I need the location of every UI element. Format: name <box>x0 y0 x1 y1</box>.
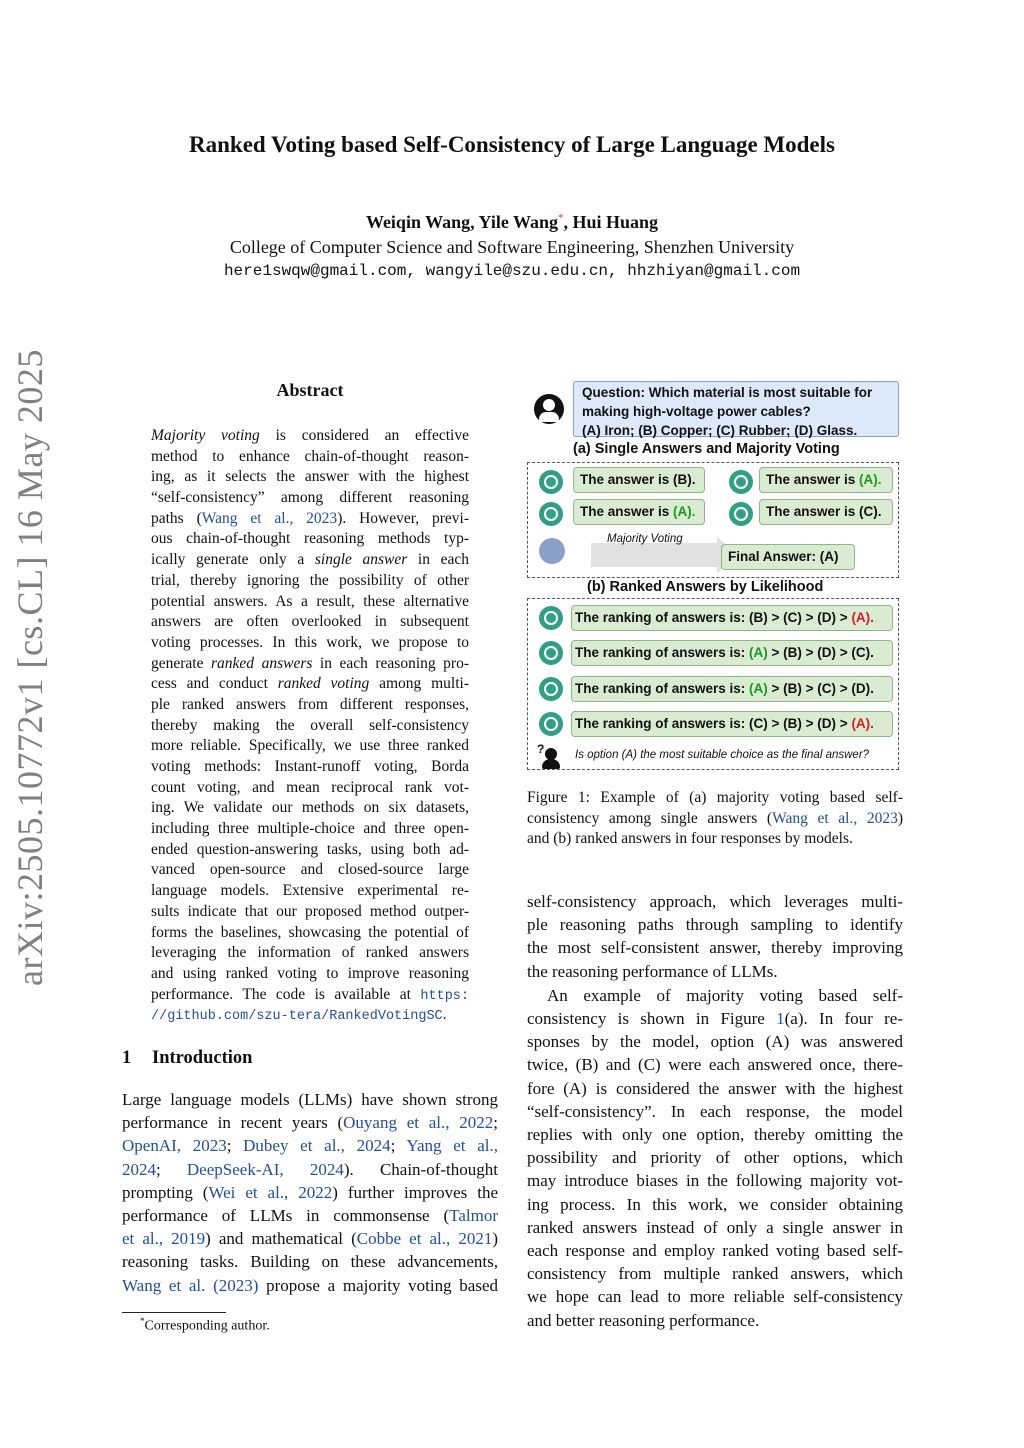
citation-link[interactable]: Dubey et al., 2024 <box>243 1136 391 1156</box>
single-answer-box: The answer is (A). <box>573 499 705 525</box>
affiliation: College of Computer Science and Software Engineering, Shenzhen University <box>229 237 795 257</box>
figure-ref-link[interactable]: 1 <box>776 1009 785 1029</box>
citation-link[interactable]: Wang et al., 2023 <box>201 509 338 527</box>
single-answer-box: The answer is (B). <box>573 467 705 493</box>
paper-title: Ranked Voting based Self-Consistency of Large Language Models <box>189 132 835 157</box>
citation-link[interactable]: OpenAI, 2023 <box>122 1136 227 1156</box>
chatgpt-icon <box>539 712 563 736</box>
ranked-answer-box: The ranking of answers is: (A) > (B) > (C) > (D). <box>571 676 893 702</box>
corresponding-mark: * <box>558 212 564 224</box>
citation-link[interactable]: Wang et al. (2023) <box>122 1275 259 1295</box>
single-answer-box: The answer is (C). <box>759 499 893 525</box>
citation-link[interactable]: Wang et al., 2023 <box>772 809 898 827</box>
citation-link[interactable]: 2024 <box>122 1159 156 1179</box>
majority-voting-arrow <box>591 543 717 567</box>
abstract-body: Majority voting is considered an effective method to enhance chain-of-thought reason- ing, as it selects the answer with the highest “self-consistency” among different reasoning paths (Wang et al., 2023). However, previ- ous chain-of-thought reasoning methods typ- ically generate only a single answer in each trial, thereby ignoring the possibility of other potential answers. As a result, these alternative answers are often overlooked in subsequent voting processes. In this work, we propose to generate ranked answers in each reasoning pro- cess and conduct ranked voting among multi- ple ranked answers from different responses, thereby making the overall self-consistency more reliable. Specifically, we use three ranked voting methods: Instant-runoff voting, Borda count voting, and mean reciprocal rank vot- ing. We validate our methods on six datasets, including three multiple-choice and three open- ended question-answering tasks, using both ad- vanced open-source and closed-source large language models. Extensive experimental re- sults indicate that our proposed method outper- forms the baselines, showcasing the potential of leveraging the information of ranked answers and using ranked voting to improve reasoning performance. The code is available at https: //github.com/szu-tera/RankedVotingSC. <box>151 427 469 1025</box>
author-emails: here1swqw@gmail.com, wangyile@szu.edu.cn, hhzhiyan@gmail.com <box>223 262 801 280</box>
ballot-box-icon <box>539 538 565 564</box>
code-url-link-cont[interactable]: //github.com/szu-tera/RankedVotingSC <box>151 1009 443 1025</box>
question-box: Question: Which material is most suitable for making high-voltage power cables? (A) Iron; (B) Copper; (C) Rubber; (D) Glass. <box>573 381 899 437</box>
figure-1 <box>527 378 903 778</box>
code-url-link[interactable]: https: <box>420 988 469 1004</box>
chatgpt-icon <box>729 502 753 526</box>
chatgpt-icon <box>539 606 563 630</box>
ranked-answer-box: The ranking of answers is: (B) > (C) > (D) > (A). <box>571 605 893 631</box>
chatgpt-icon <box>539 641 563 665</box>
citation-link[interactable]: Ouyang et al., 2022 <box>343 1113 494 1133</box>
chatgpt-icon <box>729 470 753 494</box>
section-heading-introduction: 1 Introduction <box>122 1048 253 1068</box>
citation-link[interactable]: Talmor <box>449 1206 498 1226</box>
final-answer-box: Final Answer: (A) <box>721 544 855 570</box>
footnote-rule <box>122 1312 226 1313</box>
chatgpt-icon <box>539 677 563 701</box>
citation-link[interactable]: DeepSeek-AI, 2024 <box>186 1159 344 1179</box>
chatgpt-icon <box>539 502 563 526</box>
figure-1-caption: Figure 1: Example of (a) majority voting based self- consistency among single answers (Wang et al., 2023) and (b) ranked answers in four responses by models. <box>527 789 904 848</box>
abstract-heading: Abstract <box>276 380 344 400</box>
citation-link[interactable]: Wei et al., 2022 <box>208 1182 333 1202</box>
ranked-answer-box: The ranking of answers is: (C) > (B) > (D) > (A). <box>571 711 893 737</box>
arxiv-identifier: arXiv:2505.10772v1 [cs.CL] 16 May 2025 <box>10 349 50 986</box>
figure-bottom-question: Is option (A) the most suitable choice as the final answer? <box>575 749 870 761</box>
figure-part-b-heading: (b) Ranked Answers by Likelihood <box>587 579 824 595</box>
introduction-right-column: self-consistency approach, which leverages multi- ple reasoning paths through sampling to identify the most self-consistent answer, thereby improving the reasoning performance of LLMs. An example of majority voting based self- consistency is shown in Figure 1(a). In four re- sponses by the model, option (A) was answered twice, (B) and (C) were each answered once, there- fore (A) is considered the answer with the highest “self-consistency”. In each response, the model replies with only one option, thereby omitting the possibility and priority of other options, which may introduce biases in the following majority vot- ing process. In this work, we consider obtaining ranked answers instead of only a single answer in each response and employ ranked voting based self- consistency from multiple ranked answers, which we hope can lead to more reliable self-consistency and better reasoning performance. <box>527 892 903 1330</box>
majority-voting-label: Majority Voting <box>607 533 683 545</box>
footnote: *Corresponding author. <box>140 1316 270 1334</box>
citation-link[interactable]: et al., 2019 <box>122 1229 206 1249</box>
single-answer-box: The answer is (A). <box>759 467 893 493</box>
chatgpt-icon <box>539 470 563 494</box>
citation-link[interactable]: Yang et al., <box>406 1136 498 1156</box>
author-list: Weiqin Wang, Yile Wang*, Hui Huang <box>365 212 659 232</box>
user-icon <box>534 394 564 424</box>
figure-part-a-heading: (a) Single Answers and Majority Voting <box>573 441 840 457</box>
introduction-left-column: Large language models (LLMs) have shown strong performance in recent years (Ouyang et al., 2022; OpenAI, 2023; Dubey et al., 2024; Yang et al., 2024; DeepSeek-AI, 2024). Chain-of-thought prompting (Wei et al., 2022) further improves the performance of LLMs in commonsense (Talmor et al., 2019) and mathematical (Cobbe et al., 2021) reasoning tasks. Building on these advancements, Wang et al. (2023) propose a majority voting based <box>122 1090 499 1295</box>
question-person-icon: ? <box>539 746 563 770</box>
ranked-answer-box: The ranking of answers is: (A) > (B) > (D) > (C). <box>571 640 893 666</box>
citation-link[interactable]: Cobbe et al., 2021 <box>356 1229 493 1249</box>
